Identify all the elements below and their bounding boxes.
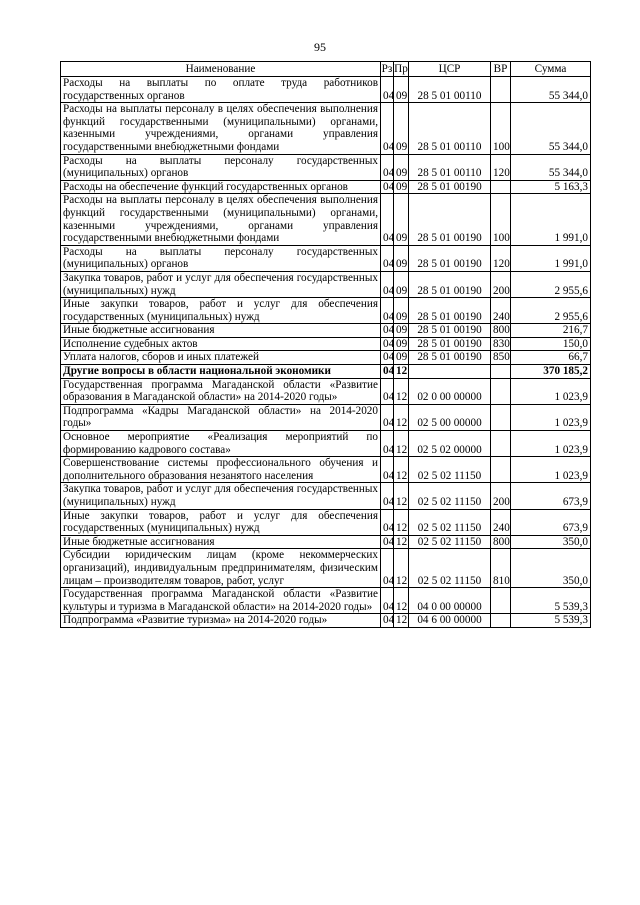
row-name: Иные бюджетные ассигнования (61, 535, 381, 549)
row-sum: 1 023,9 (511, 457, 591, 483)
row-csr: 02 5 02 11150 (409, 509, 491, 535)
row-pr: 12 (394, 483, 409, 509)
row-csr: 28 5 01 00110 (409, 77, 491, 103)
row-sum: 150,0 (511, 337, 591, 351)
row-vr: 200 (491, 483, 511, 509)
table-row (61, 103, 591, 154)
row-sum: 55 344,0 (511, 103, 591, 154)
table-row (61, 378, 591, 404)
row-csr: 28 5 01 00190 (409, 337, 491, 351)
row-vr: 850 (491, 351, 511, 365)
row-name: Уплата налогов, сборов и иных платежей (61, 351, 381, 365)
row-sum: 673,9 (511, 483, 591, 509)
row-csr: 02 0 00 00000 (409, 378, 491, 404)
row-name: Государственная программа Магаданской области «Развитие культуры и туризма в Магаданской области» на 2014-2020 годы» (61, 588, 381, 614)
row-rz: 04 (381, 378, 394, 404)
row-name: Совершенствование системы профессионального обучения и дополнительного образования незанятого населения (61, 457, 381, 483)
row-sum: 1 991,0 (511, 194, 591, 245)
row-pr: 09 (394, 245, 409, 271)
row-rz: 04 (381, 271, 394, 297)
row-pr: 09 (394, 103, 409, 154)
table-row (61, 535, 591, 549)
row-name: Закупка товаров, работ и услуг для обеспечения государственных (муниципальных) нужд (61, 271, 381, 297)
row-vr (491, 457, 511, 483)
table-row (61, 404, 591, 430)
row-sum: 5 539,3 (511, 588, 591, 614)
row-vr (491, 77, 511, 103)
table-header-row (61, 62, 591, 77)
table-row (61, 351, 591, 365)
row-pr: 09 (394, 298, 409, 324)
row-sum: 5 539,3 (511, 614, 591, 628)
row-csr: 02 5 02 11150 (409, 535, 491, 549)
row-sum: 2 955,6 (511, 271, 591, 297)
header-pr: Пр (394, 62, 408, 75)
table-row (61, 298, 591, 324)
table-row (61, 180, 591, 194)
table-row (61, 457, 591, 483)
row-pr: 12 (394, 509, 409, 535)
row-vr: 100 (491, 103, 511, 154)
row-csr: 28 5 01 00190 (409, 194, 491, 245)
table-row (61, 324, 591, 338)
row-rz: 04 (381, 431, 394, 457)
row-sum: 1 023,9 (511, 431, 591, 457)
row-name: Расходы на выплаты персоналу в целях обеспечения выполнения функций государственными (муниципальными) органами, казенными учреждениями, органами управления государственными внебюджетными фондами (61, 194, 381, 245)
row-sum: 350,0 (511, 549, 591, 588)
row-vr: 830 (491, 337, 511, 351)
row-pr: 12 (394, 588, 409, 614)
row-csr: 28 5 01 00110 (409, 154, 491, 180)
row-pr: 09 (394, 154, 409, 180)
row-name: Субсидии юридическим лицам (кроме некоммерческих организаций), индивидуальным предпринимателям, физическим лицам – производителям товаров, работ, услуг (61, 549, 381, 588)
row-name: Основное мероприятие «Реализация мероприятий по формированию кадрового состава» (61, 431, 381, 457)
header-rz: Рз (381, 62, 393, 75)
row-sum: 55 344,0 (511, 77, 591, 103)
row-vr (491, 614, 511, 628)
row-csr (409, 365, 491, 379)
row-rz: 04 (381, 404, 394, 430)
row-vr: 240 (491, 298, 511, 324)
table-row (61, 194, 591, 245)
row-sum: 216,7 (511, 324, 591, 338)
row-name: Расходы на выплаты по оплате труда работников государственных органов (61, 77, 381, 103)
row-rz: 04 (381, 365, 394, 379)
row-pr: 12 (394, 404, 409, 430)
row-name: Иные закупки товаров, работ и услуг для обеспечения государственных (муниципальных) нужд (61, 509, 381, 535)
budget-table (60, 61, 591, 628)
row-name: Иные бюджетные ассигнования (61, 324, 381, 338)
row-sum: 2 955,6 (511, 298, 591, 324)
row-pr: 09 (394, 324, 409, 338)
row-rz: 04 (381, 351, 394, 365)
table-row (61, 483, 591, 509)
row-rz: 04 (381, 324, 394, 338)
row-vr (491, 180, 511, 194)
row-sum: 370 185,2 (511, 365, 591, 379)
row-csr: 02 5 02 00000 (409, 431, 491, 457)
row-pr: 09 (394, 351, 409, 365)
row-vr: 200 (491, 271, 511, 297)
row-vr (491, 378, 511, 404)
row-vr (491, 588, 511, 614)
row-name: Иные закупки товаров, работ и услуг для обеспечения государственных (муниципальных) нужд (61, 298, 381, 324)
row-pr: 12 (394, 431, 409, 457)
row-vr: 120 (491, 154, 511, 180)
header-sum: Сумма (511, 62, 591, 77)
table-row (61, 245, 591, 271)
row-rz: 04 (381, 549, 394, 588)
row-sum: 1 023,9 (511, 378, 591, 404)
row-name: Расходы на выплаты персоналу государственных (муниципальных) органов (61, 154, 381, 180)
table-row (61, 509, 591, 535)
row-name: Расходы на выплаты персоналу государственных (муниципальных) органов (61, 245, 381, 271)
table-row (61, 337, 591, 351)
row-vr (491, 431, 511, 457)
row-vr (491, 365, 511, 379)
row-pr: 09 (394, 194, 409, 245)
row-rz: 04 (381, 588, 394, 614)
row-pr: 12 (394, 614, 409, 628)
row-csr: 28 5 01 00110 (409, 103, 491, 154)
table-row (61, 365, 591, 379)
row-csr: 02 5 02 11150 (409, 483, 491, 509)
row-vr: 800 (491, 324, 511, 338)
header-name: Наименование (61, 62, 381, 77)
row-csr: 04 6 00 00000 (409, 614, 491, 628)
table-row (61, 77, 591, 103)
row-csr: 28 5 01 00190 (409, 298, 491, 324)
table-row (61, 588, 591, 614)
row-sum: 1 023,9 (511, 404, 591, 430)
row-csr: 28 5 01 00190 (409, 245, 491, 271)
row-sum: 350,0 (511, 535, 591, 549)
row-name: Подпрограмма «Развитие туризма» на 2014-2020 годы» (61, 614, 381, 628)
row-pr: 09 (394, 337, 409, 351)
row-rz: 04 (381, 298, 394, 324)
row-vr: 810 (491, 549, 511, 588)
row-pr: 12 (394, 549, 409, 588)
header-vr: ВР (491, 62, 511, 77)
row-csr: 02 5 02 11150 (409, 457, 491, 483)
row-pr: 09 (394, 77, 409, 103)
table-row (61, 431, 591, 457)
row-csr: 02 5 02 11150 (409, 549, 491, 588)
row-rz: 04 (381, 509, 394, 535)
row-pr: 12 (394, 378, 409, 404)
row-sum: 5 163,3 (511, 180, 591, 194)
row-rz: 04 (381, 535, 394, 549)
row-rz: 04 (381, 245, 394, 271)
row-csr: 28 5 01 00190 (409, 180, 491, 194)
row-pr: 12 (394, 535, 409, 549)
row-csr: 28 5 01 00190 (409, 271, 491, 297)
row-vr: 100 (491, 194, 511, 245)
row-name: Закупка товаров, работ и услуг для обеспечения государственных (муниципальных) нужд (61, 483, 381, 509)
table-row (61, 154, 591, 180)
row-vr (491, 404, 511, 430)
row-vr: 240 (491, 509, 511, 535)
row-rz: 04 (381, 103, 394, 154)
row-rz: 04 (381, 77, 394, 103)
row-pr: 12 (394, 365, 409, 379)
row-rz: 04 (381, 457, 394, 483)
row-name: Исполнение судебных актов (61, 337, 381, 351)
row-rz: 04 (381, 337, 394, 351)
row-name: Расходы на выплаты персоналу в целях обеспечения выполнения функций государственными (муниципальными) органами, казенными учреждениями, органами управления государственными внебюджетными фондами (61, 103, 381, 154)
row-vr: 120 (491, 245, 511, 271)
row-pr: 12 (394, 457, 409, 483)
row-sum: 673,9 (511, 509, 591, 535)
row-rz: 04 (381, 194, 394, 245)
header-csr: ЦСР (409, 62, 491, 77)
row-rz: 04 (381, 180, 394, 194)
row-pr: 09 (394, 180, 409, 194)
row-vr: 800 (491, 535, 511, 549)
table-row (61, 614, 591, 628)
row-rz: 04 (381, 154, 394, 180)
row-name: Подпрограмма «Кадры Магаданской области» на 2014-2020 годы» (61, 404, 381, 430)
table-row (61, 549, 591, 588)
row-rz: 04 (381, 483, 394, 509)
row-csr: 02 5 00 00000 (409, 404, 491, 430)
row-csr: 28 5 01 00190 (409, 351, 491, 365)
row-rz: 04 (381, 614, 394, 628)
row-csr: 28 5 01 00190 (409, 324, 491, 338)
row-name: Государственная программа Магаданской области «Развитие образования в Магаданской области» на 2014-2020 годы» (61, 378, 381, 404)
row-csr: 04 0 00 00000 (409, 588, 491, 614)
row-sum: 1 991,0 (511, 245, 591, 271)
page-number: 95 (314, 40, 326, 54)
table-row (61, 271, 591, 297)
row-sum: 55 344,0 (511, 154, 591, 180)
row-name: Расходы на обеспечение функций государственных органов (61, 180, 381, 194)
row-sum: 66,7 (511, 351, 591, 365)
row-name: Другие вопросы в области национальной экономики (61, 365, 381, 379)
row-pr: 09 (394, 271, 409, 297)
